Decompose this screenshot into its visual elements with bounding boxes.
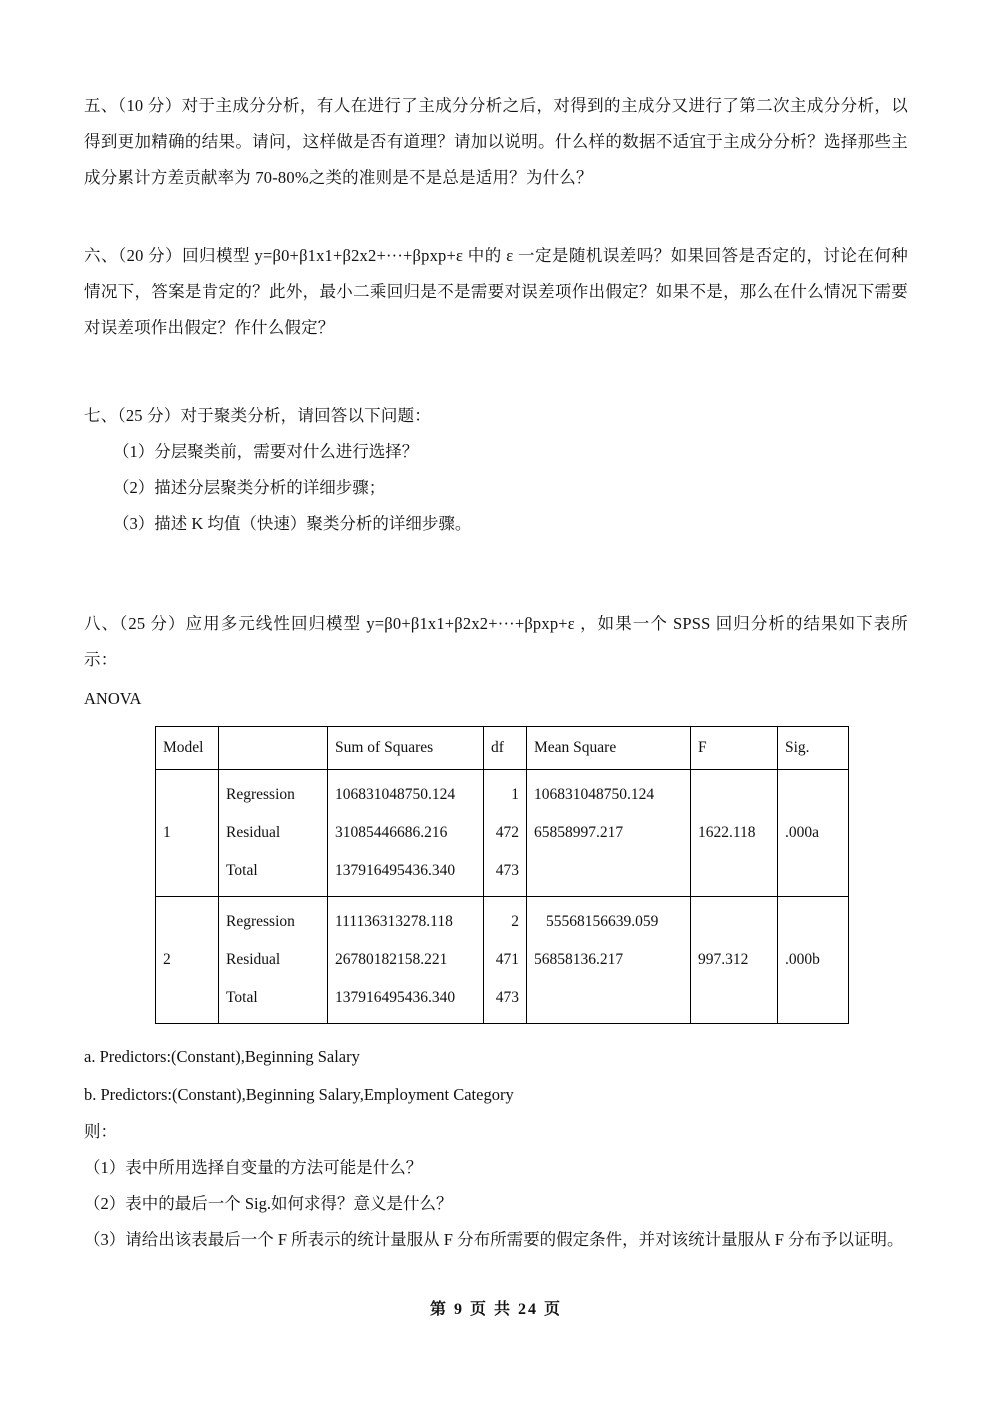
table-row (156, 770, 849, 897)
spacer (84, 226, 908, 238)
question-7-item-2: （2）描述分层聚类分析的详细步骤； (113, 478, 386, 497)
question-6-text: 六、（20 分）回归模型 y=β0+β1x1+β2x2+···+βpxp+ε 中的 ε 一定是随机误差吗？如果回答是否定的，讨论在何种情况下，答案是肯定的？此外，最小二乘回归是不是需要对误差项作出假定？如果不是，那么在什么情况下需要对误差项作出假定？作什么假定？ (84, 246, 908, 337)
header-cell-sig: Sig. (778, 727, 849, 770)
cell-df (484, 770, 527, 897)
source-label: Regression (226, 786, 295, 803)
table-row (156, 897, 849, 1024)
cell-df (484, 897, 527, 1024)
cell-sources (219, 770, 328, 897)
value-ss: 31085446686.216 (335, 824, 448, 841)
question-8-item-3: （3）请给出该表最后一个 F 所表示的统计量服从 F 分布所需要的假定条件，并对该统计量服从 F 分布予以证明。 (84, 1230, 904, 1249)
value-ms: 56858136.217 (534, 951, 624, 968)
question-8-item-1: （1）表中所用选择自变量的方法可能是什么？ (84, 1158, 423, 1177)
source-label: Total (226, 862, 258, 879)
then-label: 则： (84, 1122, 117, 1141)
value-df: 473 (495, 989, 519, 1006)
header-cell-source (219, 727, 328, 770)
question-5-text: 五、（10 分）对于主成分分析，有人在进行了主成分分析之后，对得到的主成分又进行了第二次主成分分析，以得到更加精确的结果。请问，这样做是否有道理？请加以说明。什么样的数据不适宜于主成分分析？选择那些主成分累计方差贡献率为 70-80%之类的准则是不是总是适用？为什么？ (84, 96, 908, 187)
cell-mean-square (527, 897, 691, 1024)
cell-sig: .000b (778, 897, 849, 1024)
anova-caption: ANOVA (84, 689, 142, 708)
spacer (84, 1024, 908, 1038)
cell-sources (219, 897, 328, 1024)
page-content (84, 88, 908, 1258)
header-cell-model: Model (156, 727, 219, 770)
source-label: Total (226, 989, 258, 1006)
source-label: Regression (226, 913, 295, 930)
value-ss: 106831048750.124 (335, 786, 456, 803)
value-ss: 111136313278.118 (335, 913, 453, 930)
cell-f: 997.312 (691, 897, 778, 1024)
value-ms: 106831048750.124 (534, 786, 655, 803)
header-cell-f: F (691, 727, 778, 770)
spacer (84, 572, 908, 606)
cell-sig: .000a (778, 770, 849, 897)
header-cell-sum-of-squares: Sum of Squares (328, 727, 484, 770)
value-df: 473 (495, 862, 519, 879)
question-7-stem: 七、（25 分）对于聚类分析，请回答以下问题： (84, 406, 431, 425)
value-df: 471 (495, 951, 519, 968)
value-ms (534, 852, 683, 890)
source-label: Residual (226, 951, 281, 968)
value-df: 1 (511, 786, 519, 803)
question-6 (84, 238, 908, 346)
footnote-b: b. Predictors:(Constant),Beginning Salary,Employment Category (84, 1085, 514, 1104)
value-ms (534, 979, 683, 1017)
header-cell-mean-square: Mean Square (527, 727, 691, 770)
question-7-item-1: （1）分层聚类前，需要对什么进行选择？ (113, 442, 419, 461)
value-ss: 26780182158.221 (335, 951, 448, 968)
value-ss: 137916495436.340 (335, 862, 456, 879)
question-7 (84, 398, 908, 542)
question-8-stem: 八、（25 分）应用多元线性回归模型 y=β0+β1x1+β2x2+···+βpxp+ε ，如果一个 SPSS 回归分析的结果如下表所示： (84, 614, 908, 669)
question-5 (84, 88, 908, 196)
page-footer (0, 1296, 992, 1319)
anova-table (155, 726, 849, 1024)
question-8 (84, 606, 908, 1258)
cell-mean-square (527, 770, 691, 897)
cell-sum-of-squares (328, 770, 484, 897)
cell-model-number: 1 (156, 770, 219, 897)
value-ss: 137916495436.340 (335, 989, 456, 1006)
anova-table-wrap (155, 726, 841, 1024)
value-ms: 65858997.217 (534, 824, 624, 841)
header-cell-df: df (484, 727, 527, 770)
source-label: Residual (226, 824, 281, 841)
value-ms: 55568156639.059 (546, 913, 659, 930)
cell-f: 1622.118 (691, 770, 778, 897)
spacer (84, 376, 908, 398)
page-number-label: 第 9 页 共 24 页 (429, 1301, 562, 1318)
value-df: 472 (495, 824, 519, 841)
value-df: 2 (511, 913, 519, 930)
footnote-a: a. Predictors:(Constant),Beginning Salary (84, 1047, 360, 1066)
table-header-row (156, 727, 849, 770)
cell-sum-of-squares (328, 897, 484, 1024)
question-8-item-2: （2）表中的最后一个 Sig.如何求得？意义是什么？ (84, 1194, 453, 1213)
question-7-item-3: （3）描述 K 均值（快速）聚类分析的详细步骤。 (113, 514, 472, 533)
cell-model-number: 2 (156, 897, 219, 1024)
